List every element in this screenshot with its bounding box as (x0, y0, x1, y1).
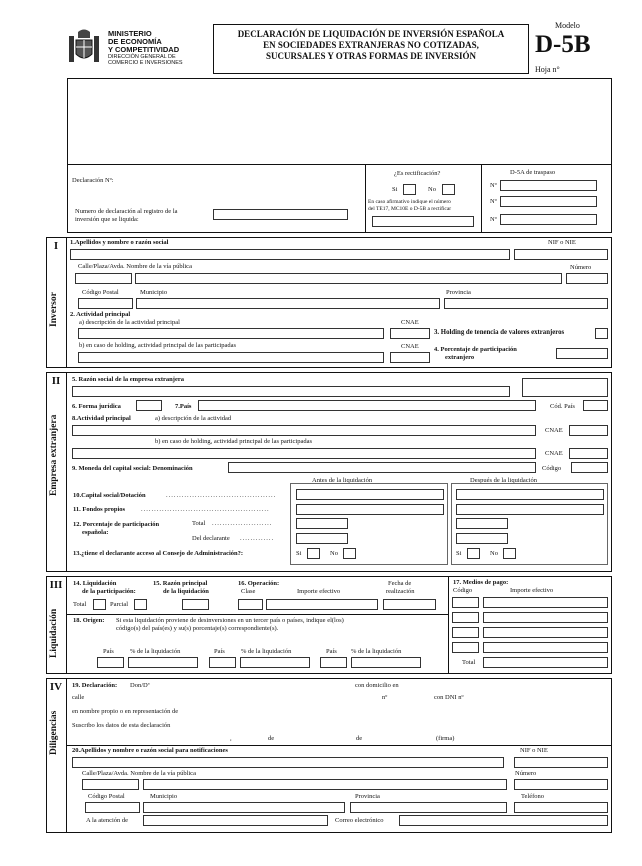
inversor-porcentaje-label-2: extranjero (445, 354, 475, 361)
medios-total-label: Total (462, 659, 476, 666)
capital-label: 10.Capital social/Dotación (73, 492, 146, 499)
operacion-importe-input[interactable] (266, 599, 378, 610)
medios-pago-label: 17. Medios de pago: (453, 579, 509, 586)
empresa-moneda-label: 9. Moneda del capital social: Denominación (72, 465, 193, 472)
empresa-cnae2-label: CNAE (545, 450, 563, 457)
inversor-nif-input[interactable] (514, 249, 608, 260)
rect-si-box[interactable] (403, 184, 416, 195)
origen-pct-label-1: % de la liquidación (130, 648, 181, 655)
consejo-no-antes-box[interactable] (343, 548, 356, 559)
medios-importe-input-4[interactable] (483, 642, 608, 653)
notif-nif-input[interactable] (514, 757, 608, 768)
traspaso-n1-input[interactable] (500, 180, 597, 191)
notif-calle-label: Calle/Plaza/Avda. Nombre de la vía pública (82, 770, 196, 777)
inversor-cnae-input[interactable] (390, 328, 430, 339)
operacion-fecha-input[interactable] (383, 599, 436, 610)
traspaso-n3-label: Nº (490, 216, 497, 223)
empresa-actividad-label: 8.Actividad principal (72, 415, 131, 422)
n-decl-label: nº (382, 694, 388, 701)
notif-label: 20.Apellidos y nombre o razón social para notificaciones (72, 747, 228, 754)
rect-note-2: del TE17, MC10E o D-5B a rectificar (368, 206, 452, 212)
origen-text-2: código(s) del país(es) y su(s) porcentaje(s) correspondiente(s). (116, 625, 279, 632)
medios-importe-input-1[interactable] (483, 597, 608, 608)
operacion-fecha-label-1: Fecha de (388, 580, 412, 587)
inversor-holding-label: 3. Holding de tenencia de valores extranjeros (434, 329, 565, 336)
consejo-si-antes-box[interactable] (307, 548, 320, 559)
liq-total-box[interactable] (93, 599, 106, 610)
empresa-pais-label: 7.País (175, 403, 192, 410)
section-4-number: IV (49, 681, 63, 693)
medios-total-input[interactable] (483, 657, 608, 668)
origen-pct-input-2[interactable] (240, 657, 310, 668)
empresa-razon-extra-input[interactable] (522, 378, 608, 397)
notif-calle-input[interactable] (143, 779, 507, 790)
notif-numero-label: Número (515, 770, 537, 777)
inversor-desc-actividad-input[interactable] (78, 328, 384, 339)
atencion-label: A la atención de (86, 817, 129, 824)
operacion-importe-label: Importe efectivo (297, 588, 341, 595)
porc-total-dots: ....................... (212, 520, 273, 527)
empresa-cod-pais-input[interactable] (583, 400, 608, 411)
razon-liq-label-2: de la liquidación (163, 588, 209, 595)
inversor-numero-input[interactable] (566, 273, 608, 284)
empresa-forma-label: 6. Forma jurídica (72, 403, 121, 410)
empresa-cnae2-input[interactable] (569, 448, 608, 459)
porc-declarante-dots: ............. (240, 535, 275, 542)
origen-pais-input-1[interactable] (97, 657, 124, 668)
notif-calle-tipo-input[interactable] (82, 779, 139, 790)
inversor-calle-tipo-input[interactable] (75, 273, 132, 284)
capital-antes-input[interactable] (296, 489, 444, 500)
inversor-cnae-label: CNAE (401, 319, 419, 326)
empresa-razon-label: 5. Razón social de la empresa extranjera (72, 376, 184, 383)
porc-total-antes-input[interactable] (296, 518, 348, 529)
fecha-comma: , (230, 735, 232, 742)
origen-pct-input-1[interactable] (128, 657, 198, 668)
capital-despues-input[interactable] (456, 489, 604, 500)
antes-liquidacion-label: Antes de la liquidación (312, 477, 373, 484)
section-2-number: II (51, 375, 61, 387)
origen-pct-input-3[interactable] (351, 657, 421, 668)
declaracion19-label: 19. Declaración: (72, 682, 118, 689)
razon-liq-label-1: 15. Razón principal (153, 580, 208, 587)
inversor-actividad-label: 2. Actividad principal (70, 311, 131, 318)
medios-importe-input-3[interactable] (483, 627, 608, 638)
medios-importe-label: Importe efectivo (510, 587, 554, 594)
empresa-desc-b-input[interactable] (72, 448, 536, 459)
empresa-moneda-input[interactable] (228, 462, 536, 473)
calle-decl-label: calle (72, 694, 85, 701)
origen-text-1: Si esta liquidación proviene de desinversiones en un tercer país o países, indique el(los) (116, 617, 344, 624)
notif-nombre-input[interactable] (72, 757, 504, 768)
porc-declarante-despues-input[interactable] (456, 533, 508, 544)
medios-codigo-input-3[interactable] (452, 627, 479, 638)
traspaso-n1-label: Nº (490, 182, 497, 189)
fondos-dots: ................................................. (141, 506, 270, 513)
inversor-apellidos-label: 1.Apellidos y nombre o razón social (70, 239, 169, 246)
inversor-cnae2-label: CNAE (401, 343, 419, 350)
consejo-si-antes-label: Si (296, 550, 302, 557)
empresa-forma-input[interactable] (136, 400, 162, 411)
medios-codigo-input-1[interactable] (452, 597, 479, 608)
fondos-label: 11. Fondos propios (73, 506, 126, 513)
origen-pct-label-3: % de la liquidación (351, 648, 402, 655)
porc-declarante-antes-input[interactable] (296, 533, 348, 544)
fondos-antes-input[interactable] (296, 504, 444, 515)
empresa-pais-input[interactable] (198, 400, 536, 411)
porc-total-despues-input[interactable] (456, 518, 508, 529)
notif-provincia-input[interactable] (350, 802, 507, 813)
form-title-1: DECLARACIÓN DE LIQUIDACIÓN DE INVERSIÓN ESPAÑOLA (237, 29, 505, 39)
empresa-desc-a-label: a) descripción de la actividad (155, 415, 232, 422)
empresa-desc-a-input[interactable] (72, 425, 536, 436)
notif-municipio-label: Municipio (150, 793, 178, 800)
inversor-cp-input[interactable] (78, 298, 133, 309)
origen-pais-input-3[interactable] (320, 657, 347, 668)
razon-liq-input[interactable] (182, 599, 209, 610)
nombre-propio-label: en nombre propio o en representación de (72, 708, 179, 715)
notif-telefono-label: Teléfono (521, 793, 545, 800)
form-title-2: EN SOCIEDADES EXTRANJERAS NO COTIZADAS, (263, 40, 479, 50)
registro-label-1: Numero de declaración al registro de la (75, 208, 178, 215)
form-title-3: SUCURSALES Y OTRAS FORMAS DE INVERSIÓN (265, 51, 477, 61)
empresa-desc-b-label: b) en caso de holding, actividad principal de las participadas (155, 438, 313, 445)
traspaso-n2-input[interactable] (500, 196, 597, 207)
rect-no-box[interactable] (442, 184, 455, 195)
origen-pais-input-2[interactable] (209, 657, 236, 668)
modelo-label: Modelo (555, 21, 580, 30)
don-label: Don/Dª (130, 682, 150, 689)
consejo-si-despues-label: Si (456, 550, 462, 557)
inversor-municipio-label: Municipio (140, 289, 168, 296)
notif-provincia-label: Provincia (355, 793, 380, 800)
porc-espanola-label-1: 12. Porcentaje de participación (73, 521, 160, 528)
origen-pais-label-2: País (214, 648, 225, 655)
inversor-porcentaje-label-1: 4. Porcentaje de participación (434, 346, 517, 353)
operacion-fecha-label-2: realización (386, 588, 415, 595)
fecha-de-2: de (356, 735, 363, 742)
registro-input[interactable] (213, 209, 348, 220)
inversor-cnae2-input[interactable] (390, 352, 430, 363)
empresa-codigo-input[interactable] (571, 462, 608, 473)
traspaso-label: D-5A de traspaso (510, 169, 556, 176)
porc-declarante-label: Del declarante (192, 535, 230, 542)
porc-total-label: Total (192, 520, 206, 527)
operacion-clase-label: Clase (241, 588, 256, 595)
section-1-title: Inversor (49, 292, 59, 327)
consejo-si-despues-box[interactable] (467, 548, 480, 559)
inversor-municipio-input[interactable] (136, 298, 440, 309)
medios-importe-input-2[interactable] (483, 612, 608, 623)
section-2-title: Empresa extranjera (49, 414, 59, 496)
section-4-title: Diligencias (49, 710, 59, 756)
liq-parcial-box[interactable] (134, 599, 147, 610)
inversor-cp-label: Código Postal (82, 289, 119, 296)
ministry-dept-1: DIRECCIÓN GENERAL DE (108, 54, 176, 60)
operacion-clase-input[interactable] (238, 599, 263, 610)
section-3-number: III (49, 579, 63, 591)
consejo-label: 13.¿tiene el declarante acceso al Consejo de Administración?: (73, 550, 244, 557)
empresa-cnae-input[interactable] (569, 425, 608, 436)
hoja-label: Hoja n° (535, 65, 560, 74)
registro-label-2: inversión que se liquida: (75, 216, 139, 223)
operacion-label: 16. Operación: (238, 580, 280, 587)
origen-label: 18. Origen: (73, 617, 105, 624)
notif-telefono-input[interactable] (514, 802, 608, 813)
inversor-provincia-label: Provincia (446, 289, 471, 296)
rect-note-1: En caso afirmativo indique el número (368, 199, 451, 205)
empresa-codigo-label: Código (542, 465, 562, 472)
ministry-dept-2: COMERCIO E INVERSIONES (108, 60, 183, 66)
notif-numero-input[interactable] (514, 779, 608, 790)
ministry-name-2: DE ECONOMÍA (108, 37, 162, 46)
modelo-code: D-5B (535, 31, 591, 58)
fecha-de-1: de (268, 735, 275, 742)
porc-espanola-label-2: española: (82, 529, 109, 536)
firma-label: (firma) (436, 735, 455, 742)
empresa-razon-input[interactable] (72, 386, 510, 397)
rectificacion-label: ¿Es rectificación? (394, 170, 441, 177)
declaracion-label: Declaración Nº: (72, 177, 114, 184)
rect-si-label: Si (392, 186, 398, 193)
inversor-provincia-input[interactable] (444, 298, 608, 309)
section-1-number: I (53, 240, 59, 252)
liq-total-label: Total (73, 601, 87, 608)
liq-parcial-label: Parcial (110, 601, 129, 608)
capital-dots: .......................................... (166, 492, 277, 499)
inversor-holding-box[interactable] (595, 328, 608, 339)
correo-label: Correo electrónico (335, 817, 384, 824)
notif-cp-label: Código Postal (88, 793, 125, 800)
empresa-cod-pais-label: Cód. País (550, 403, 575, 410)
traspaso-n3-input[interactable] (500, 214, 597, 225)
liq-part-label-1: 14. Liquidación (73, 580, 117, 587)
medios-codigo-input-4[interactable] (452, 642, 479, 653)
notif-nif-label: NIF o NIE (520, 747, 548, 754)
inversor-calle-label: Calle/Plaza/Avda. Nombre de la vía pública (78, 263, 192, 270)
rect-no-label: No (428, 186, 436, 193)
ministry-name-3: Y COMPETITIVIDAD (108, 45, 180, 54)
consejo-no-despues-box[interactable] (503, 548, 516, 559)
medios-codigo-label: Código (453, 587, 473, 594)
liq-part-label-2: de la participación: (82, 588, 136, 595)
inversor-nif-label: NIF o NIE (548, 239, 576, 246)
suscribo-label: Suscribo los datos de esta declaración (72, 722, 171, 729)
origen-pais-label-1: País (103, 648, 114, 655)
consejo-no-antes-label: No (330, 550, 338, 557)
inversor-porcentaje-input[interactable] (556, 348, 608, 359)
fondos-despues-input[interactable] (456, 504, 604, 515)
consejo-no-despues-label: No (490, 550, 498, 557)
inversor-holding-b-input[interactable] (78, 352, 384, 363)
correo-input[interactable] (399, 815, 608, 826)
medios-codigo-input-2[interactable] (452, 612, 479, 623)
inversor-apellidos-input[interactable] (70, 249, 510, 260)
inversor-numero-label: Número (570, 264, 592, 271)
inversor-calle-input[interactable] (135, 273, 562, 284)
ministry-name-1: MINISTERIO (108, 29, 152, 38)
atencion-input[interactable] (143, 815, 328, 826)
origen-pct-label-2: % de la liquidación (241, 648, 292, 655)
empresa-cnae-label: CNAE (545, 427, 563, 434)
inversor-desc-actividad-label: a) descripción de la actividad principal (79, 319, 180, 326)
dni-label: con DNI nº (434, 694, 464, 701)
section-3-title: Liquidación (49, 608, 59, 658)
ministry-logo (66, 28, 102, 68)
despues-liquidacion-label: Después de la liquidación (470, 477, 537, 484)
origen-pais-label-3: País (326, 648, 337, 655)
domicilio-label: con domicilio en (355, 682, 399, 689)
rect-number-input[interactable] (372, 216, 474, 227)
inversor-holding-b-label: b) en caso de holding, actividad principal de las participadas (79, 342, 237, 349)
notif-cp-input[interactable] (85, 802, 140, 813)
notif-municipio-input[interactable] (143, 802, 345, 813)
traspaso-n2-label: Nº (490, 198, 497, 205)
